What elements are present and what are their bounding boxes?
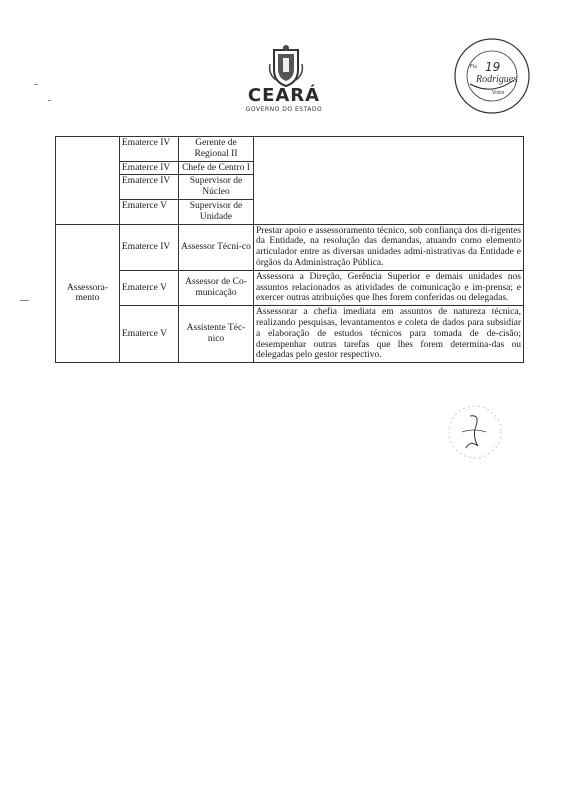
table-row [56,270,524,305]
signature-mark-icon [440,402,510,462]
scan-speck [20,300,29,301]
stamp-visto-label: Visto [492,90,505,96]
positions-table [55,136,524,363]
level-cell: Ematerce IV [120,175,179,200]
position-cell: Assessor Técni-co [179,224,254,270]
level-cell: Ematerce V [120,270,179,305]
brand-subtitle: GOVERNO DO ESTADO [245,106,323,113]
brand-block [232,86,336,114]
description-cell: Prestar apoio e assessoramento técnico, sob confiança dos di-rigentes da Entidade, na resolução das demandas, atuando como elemento articulador entre as diversas unidades admi-nistrativas da Entidade e órgãos da Administração Pública. [254,224,524,270]
position-cell: Supervisor de Núcleo [179,175,254,200]
level-cell: Ematerce IV [120,224,179,270]
level-cell: Ematerce IV [120,137,179,162]
level-cell: Ematerce V [120,199,179,224]
description-cell: Assessorar a chefia imediata em assuntos de natureza técnica, realizando pesquisas, levantamentos e coleta de dados para subsidiar a elaboração de estudos técnicos para tomada de de-cisão; desempenhar outras tarefas que lhes forem determina-das ou delegadas pelo gestor respectivo. [254,306,524,363]
table-row [56,137,524,162]
level-cell: Ematerce V [120,306,179,363]
table-row [56,306,524,363]
stamp-fls-label: Fls. [470,64,479,70]
stamp-signature: Rodrigues [476,74,518,85]
brand-title: CEARÁ [247,85,321,106]
position-cell: Assistente Téc-nico [179,306,254,363]
group-cell-empty [56,137,120,225]
description-cell: Assessora a Direção, Gerência Superior e demais unidades nos assuntos relacionados as atividades de comunicação e im-prensa; e exercer outras atribuições que lhes forem conferidas ou delegadas. [254,270,524,305]
scan-speck [34,84,38,85]
position-cell: Chefe de Centro I [179,161,254,175]
level-cell: Ematerce IV [120,161,179,175]
group-cell: Assessora-mento [56,224,120,363]
position-cell: Assessor de Co-municação [179,270,254,305]
position-cell: Supervisor de Unidade [179,199,254,224]
scan-speck [48,100,51,101]
stamp-number: 19 [485,60,501,74]
coat-of-arms-icon [266,44,306,88]
table-row [56,224,524,270]
position-cell: Gerente de Regional II [179,137,254,162]
description-cell-empty [254,137,524,225]
